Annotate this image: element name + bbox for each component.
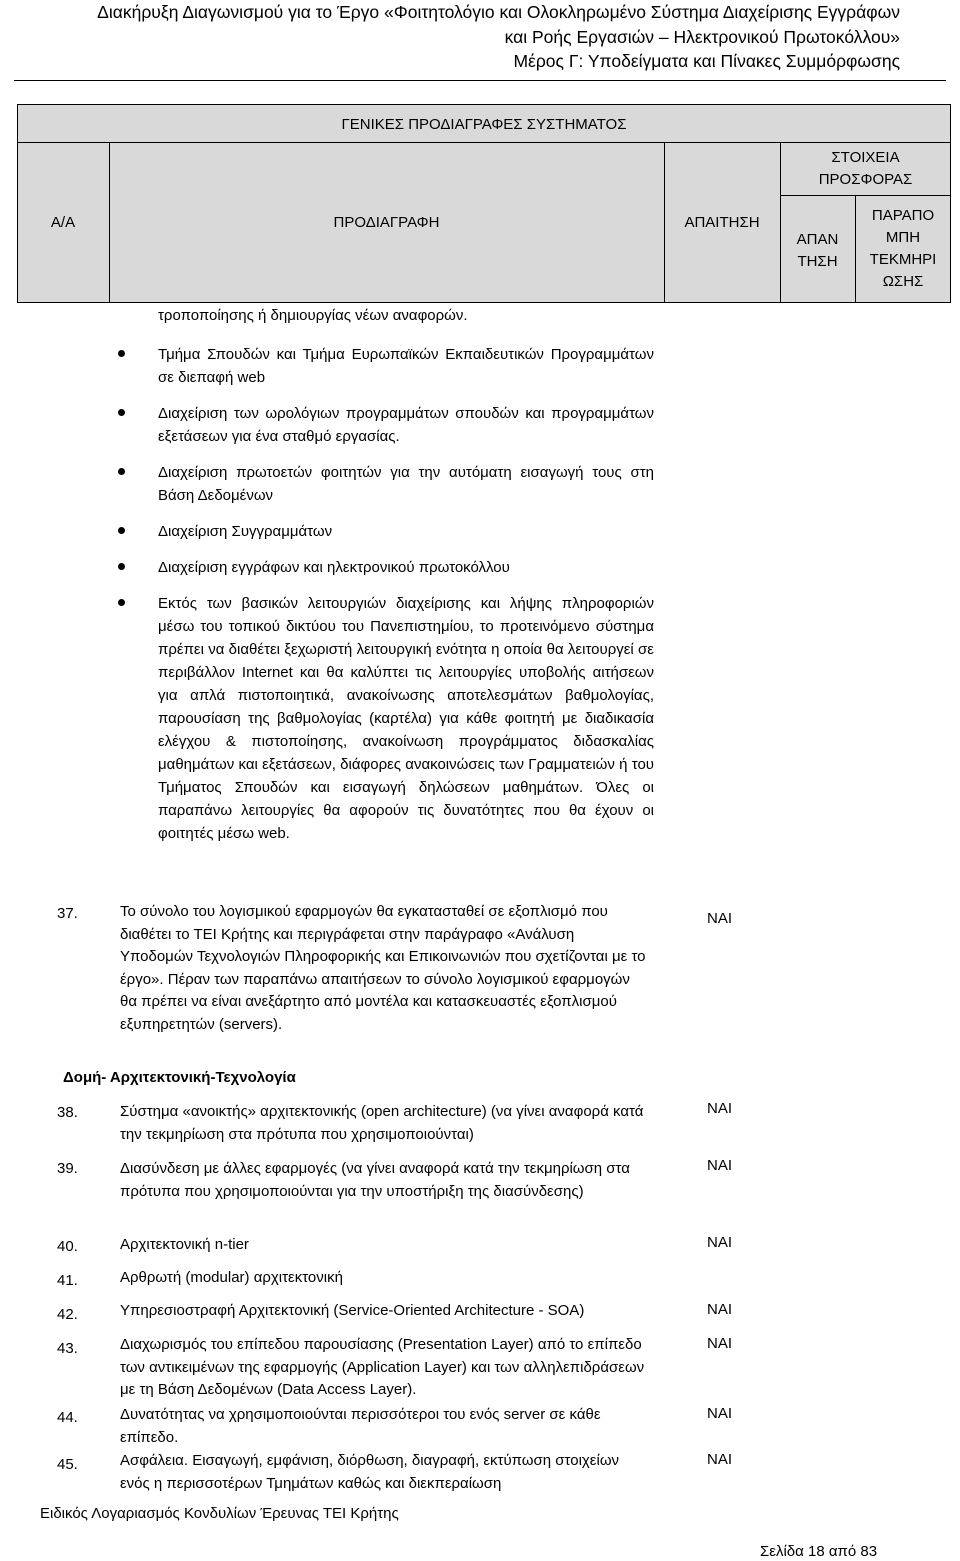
header-line-3: Μέρος Γ: Υποδείγματα και Πίνακες Συμμόρφωσης: [513, 51, 900, 71]
bullet-item: [118, 461, 654, 507]
col-aa-header: Α/Α: [50, 214, 76, 231]
row-text: Αρθρωτή (modular) αρχιτεκτονική: [120, 1269, 343, 1286]
row-requirement: ΝΑΙ: [707, 1234, 733, 1251]
bullet-item: [118, 402, 654, 448]
col-offer-line-2: ΠΡΟΣΦΟΡΑΣ: [818, 171, 913, 188]
row-requirement: ΝΑΙ: [707, 910, 733, 927]
row-text: Διαχωρισμός του επίπεδου παρουσίασης (Presentation Layer) από το επίπεδο των αντικειμένων της εφαρμογής (Application Layer) και των αλληλεπιδράσεων με τη Βάση Δεδομένων (Data Access Layer).: [120, 1336, 645, 1399]
row-number: 44.: [57, 1409, 78, 1426]
row-text: Δυνατότητας να χρησιμοποιούνται περισσότεροι του ενός server σε κάθε επίπεδο.: [120, 1406, 601, 1446]
continuation-text: τροποποίησης ή δημιουργίας νέων αναφορών.: [158, 307, 468, 324]
row-text: Το σύνολο του λογισμικού εφαρμογών θα εγκατασταθεί σε εξοπλισμό που διαθέτει το ΤΕΙ Κρήτης και περιγράφεται στην παράγραφο «Ανάλυση Υποδομών Τεχνολογιών Πληροφορικής και Επικοινωνιών που σχετίζονται με το έργο». Πέραν των παραπάνω απαιτήσεων το σύνολο λογισμικού εφαρμογών θα πρέπει να είναι ανεξάρτητο από μοντέλα και κατασκευαστές εξοπλισμού εξυπηρετητών (servers).: [120, 903, 646, 1033]
col-req-header: ΑΠΑΙΤΗΣΗ: [684, 214, 760, 231]
row-requirement: ΝΑΙ: [707, 1157, 733, 1174]
bullet-text: Διαχείριση Συγγραμμάτων: [158, 523, 333, 540]
bullet-dot: [118, 527, 125, 534]
bullet-dot: [118, 468, 125, 475]
header-rule: [14, 80, 946, 81]
bullet-text: Εκτός των βασικών λειτουργιών διαχείρισης και λήψης πληροφοριών μέσω του τοπικού δικτύου του Πανεπιστημίου, το προτεινόμενο σύστημα πρέπει να διαθέτει ξεχωριστή λειτουργική ενότητα η οποία θα λειτουργεί σε περιβάλλον Internet και θα καλύπτει τις λειτουργίες υποβολής αιτήσεων για απλά πιστοποιητικά, ανακοίνωσης αποτελεσμάτων βαθμολογίας, παρουσίαση της βαθμολογίας (καρτέλα) για κάθε φοιτητή με διαδικασία ελέγχου & πιστοποίησης, ανακοίνωση προγράμματος διδασκαλίας μαθημάτων και εξετάσεων, διάφορες ανακοινώσεις των Γραμματειών ή του Τμήματος Σπουδών και εισαγωγή δηλώσεων μαθημάτων. Όλες οι παραπάνω λειτουργίες θα αφορούν τις δυνατότητες που θα έχουν οι φοιτητές μέσω web.: [158, 595, 654, 842]
col-ref-header: [855, 205, 951, 293]
col-offer-line-1: ΣΤΟΙΧΕΙΑ: [831, 149, 900, 166]
row-number: 42.: [57, 1306, 78, 1323]
bullet-dot: [118, 563, 125, 570]
row-requirement: ΝΑΙ: [707, 1405, 733, 1422]
header-line-1: Διακήρυξη Διαγωνισμού για το Έργο «Φοιτητολόγιο και Ολοκληρωμένο Σύστημα Διαχείρισης Εγγράφων: [97, 2, 900, 22]
bullet-item: [118, 592, 654, 892]
row-number: 40.: [57, 1238, 78, 1255]
col-ref-line-1: ΠΑΡΑΠΟ: [871, 207, 935, 224]
row-text: Αρχιτεκτονική n-tier: [120, 1236, 249, 1253]
col-ref-line-3: ΤΕΚΜΗΡΙ: [869, 251, 937, 268]
row-requirement: ΝΑΙ: [707, 1335, 733, 1352]
bullet-dot: [118, 409, 125, 416]
bullet-item: [118, 520, 654, 543]
bullet-item: [118, 343, 654, 389]
row-number: 45.: [57, 1456, 78, 1473]
header-line-2: και Ροής Εργασιών – Ηλεκτρονικού Πρωτοκόλλου»: [504, 27, 900, 47]
row-text: Σύστημα «ανοικτής» αρχιτεκτονικής (open architecture) (να γίνει αναφορά κατά την τεκμηρίωση στα πρότυπα που χρησιμοποιούνται): [120, 1103, 644, 1143]
row-text: Διασύνδεση με άλλες εφαρμογές (να γίνει αναφορά κατά την τεκμηρίωση στα πρότυπα που χρησιμοποιούνται για την υποστήριξη της διασύνδεσης): [120, 1160, 630, 1200]
header-divider: [17, 142, 951, 143]
row-number: 41.: [57, 1272, 78, 1289]
bullet-dot: [118, 350, 125, 357]
header-offer-divider: [780, 195, 951, 196]
table-title: ΓΕΝΙΚΕΣ ΠΡΟΔΙΑΓΡΑΦΕΣ ΣΥΣΤΗΜΑΤΟΣ: [341, 116, 627, 133]
col-ref-line-4: ΩΣΗΣ: [882, 273, 924, 290]
section-title: Δομή- Αρχιτεκτονική-Τεχνολογία: [63, 1069, 296, 1086]
bullet-text: Διαχείριση πρωτοετών φοιτητών για την αυτόματη εισαγωγή τους στη Βάση Δεδομένων: [158, 464, 654, 504]
row-text: Υπηρεσιοστραφή Αρχιτεκτονική (Service-Oriented Architecture - SOA): [120, 1302, 585, 1319]
row-requirement: ΝΑΙ: [707, 1451, 733, 1468]
bullet-item: [118, 556, 654, 579]
bullet-text: Διαχείριση των ωρολόγιων προγραμμάτων σπουδών και προγραμμάτων εξετάσεων για ένα σταθμό εργασίας.: [158, 405, 654, 445]
row-number: 37.: [57, 905, 78, 922]
col-answer-line-2: ΤΗΣΗ: [797, 253, 838, 270]
bullet-text: Τμήμα Σπουδών και Τμήμα Ευρωπαϊκών Εκπαιδευτικών Προγραμμάτων σε διεπαφή web: [158, 346, 654, 386]
bullet-dot: [118, 599, 125, 606]
col-answer-header: [780, 229, 855, 273]
footer-organization: Ειδικός Λογαριασμός Κονδυλίων Έρευνας ΤΕΙ Κρήτης: [40, 1505, 399, 1522]
row-text: Ασφάλεια. Εισαγωγή, εμφάνιση, διόρθωση, διαγραφή, εκτύπωση στοιχείων ενός η περισσοτέρων Τμημάτων καθώς και διεκπεραίωση: [120, 1452, 620, 1492]
row-number: 38.: [57, 1104, 78, 1121]
row-number: 39.: [57, 1160, 78, 1177]
row-requirement: ΝΑΙ: [707, 1100, 733, 1117]
bullet-text: Διαχείριση εγγράφων και ηλεκτρονικού πρωτοκόλλου: [158, 559, 510, 576]
row-number: 43.: [57, 1340, 78, 1357]
col-spec-header: ΠΡΟΔΙΑΓΡΑΦΗ: [333, 214, 440, 231]
col-offer-header: [780, 147, 951, 191]
col-ref-line-2: ΜΠΗ: [885, 229, 921, 246]
page-number: Σελίδα 18 από 83: [760, 1543, 878, 1560]
row-requirement: ΝΑΙ: [707, 1301, 733, 1318]
col-answer-line-1: ΑΠΑΝ: [796, 231, 839, 248]
